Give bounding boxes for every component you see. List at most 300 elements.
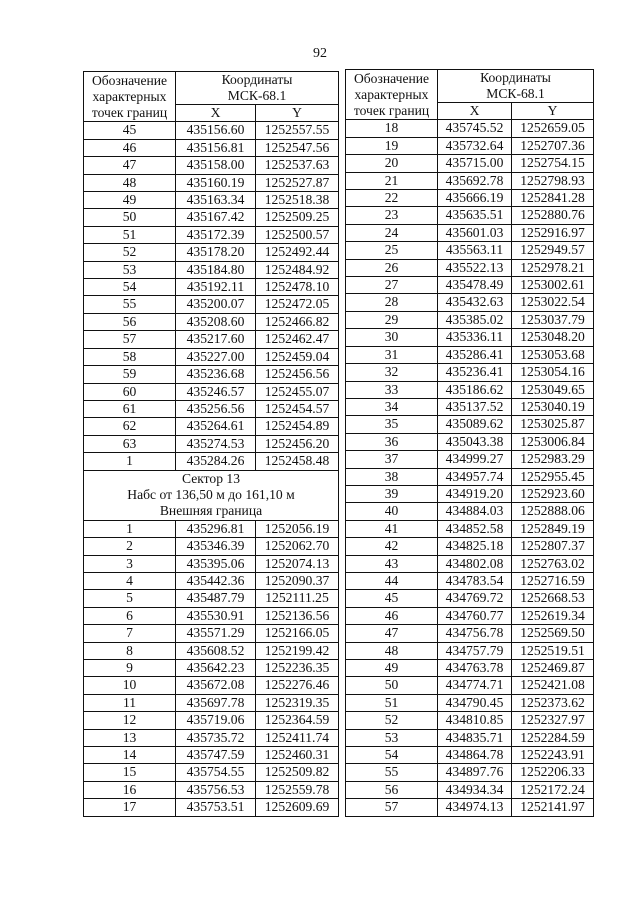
y-coordinate-cell: 1252111.25 — [256, 590, 339, 607]
point-header-line: точек границ — [353, 102, 430, 118]
point-number-cell: 63 — [84, 435, 176, 452]
x-coordinate-cell: 435756.53 — [176, 781, 256, 798]
point-number-cell: 11 — [84, 694, 176, 711]
point-number-cell: 16 — [84, 781, 176, 798]
x-coordinate-cell: 435296.81 — [176, 520, 256, 537]
y-coordinate-cell: 1252236.35 — [256, 660, 339, 677]
table-row — [84, 694, 339, 711]
point-number-cell: 22 — [346, 190, 438, 207]
point-number-cell: 39 — [346, 485, 438, 502]
table-row — [346, 642, 594, 659]
y-coordinate-cell: 1252062.70 — [256, 538, 339, 555]
y-coordinate-cell: 1252136.56 — [256, 607, 339, 624]
table-row — [84, 139, 339, 156]
x-coordinate-cell: 434864.78 — [438, 747, 512, 764]
x-coordinate-cell: 435608.52 — [176, 642, 256, 659]
x-coordinate-cell: 435735.72 — [176, 729, 256, 746]
x-coordinate-cell: 435754.55 — [176, 764, 256, 781]
y-coordinate-cell: 1252484.92 — [256, 261, 339, 278]
point-number-cell: 24 — [346, 224, 438, 241]
table-row — [84, 400, 339, 417]
table-row — [84, 729, 339, 746]
point-number-cell: 43 — [346, 555, 438, 572]
y-coordinate-cell: 1252458.48 — [256, 453, 339, 470]
x-coordinate-cell: 434999.27 — [438, 451, 512, 468]
x-coordinate-cell: 434884.03 — [438, 503, 512, 520]
x-coordinate-cell: 435192.11 — [176, 279, 256, 296]
x-coordinate-cell: 435178.20 — [176, 244, 256, 261]
x-coordinate-cell: 435753.51 — [176, 799, 256, 816]
x-coordinate-cell: 435522.13 — [438, 259, 512, 276]
point-number-cell: 51 — [84, 226, 176, 243]
point-number-cell: 45 — [346, 590, 438, 607]
table-row — [346, 747, 594, 764]
point-number-cell: 52 — [84, 244, 176, 261]
x-coordinate-cell: 435217.60 — [176, 331, 256, 348]
y-coordinate-cell: 1252056.19 — [256, 520, 339, 537]
point-number-cell: 50 — [346, 677, 438, 694]
y-coordinate-cell: 1252509.25 — [256, 209, 339, 226]
point-number-cell: 10 — [84, 677, 176, 694]
y-coordinate-cell: 1252364.59 — [256, 712, 339, 729]
table-row — [84, 122, 339, 139]
x-coordinate-cell: 434756.78 — [438, 625, 512, 642]
table-row — [346, 137, 594, 154]
point-number-cell: 1 — [84, 520, 176, 537]
y-coordinate-cell: 1252319.35 — [256, 694, 339, 711]
y-coordinate-cell: 1252609.69 — [256, 799, 339, 816]
point-number-cell: 29 — [346, 311, 438, 328]
table-row — [346, 572, 594, 589]
x-coordinate-cell: 434802.08 — [438, 555, 512, 572]
point-number-cell: 41 — [346, 520, 438, 537]
x-coordinate-cell: 435745.52 — [438, 120, 512, 137]
x-coordinate-cell: 434897.76 — [438, 764, 512, 781]
x-coordinate-cell: 435089.62 — [438, 416, 512, 433]
table-row — [346, 520, 594, 537]
y-coordinate-cell: 1252547.56 — [256, 139, 339, 156]
point-number-cell: 17 — [84, 799, 176, 816]
coordinates-header-line: МСК-68.1 — [486, 86, 545, 101]
point-number-cell: 57 — [84, 331, 176, 348]
point-number-cell: 46 — [84, 139, 176, 156]
y-coordinate-cell: 1252456.56 — [256, 366, 339, 383]
x-coordinate-cell: 435432.63 — [438, 294, 512, 311]
y-coordinate-cell: 1252472.05 — [256, 296, 339, 313]
x-coordinate-cell: 434760.77 — [438, 607, 512, 624]
point-number-cell: 35 — [346, 416, 438, 433]
y-coordinate-cell: 1252090.37 — [256, 572, 339, 589]
y-coordinate-cell: 1253006.84 — [512, 433, 594, 450]
table-row — [346, 364, 594, 381]
x-coordinate-cell: 435286.41 — [438, 346, 512, 363]
table-row — [84, 660, 339, 677]
table-row — [84, 747, 339, 764]
y-coordinate-cell: 1252466.82 — [256, 313, 339, 330]
table-row — [84, 366, 339, 383]
table-row — [84, 781, 339, 798]
x-coordinate-cell: 435719.06 — [176, 712, 256, 729]
point-number-cell: 32 — [346, 364, 438, 381]
table-row — [84, 383, 339, 400]
table-row — [346, 677, 594, 694]
x-coordinate-cell: 435336.11 — [438, 329, 512, 346]
x-header: X — [176, 105, 256, 122]
x-coordinate-cell: 435692.78 — [438, 172, 512, 189]
y-coordinate-cell: 1252421.08 — [512, 677, 594, 694]
y-coordinate-cell: 1253002.61 — [512, 277, 594, 294]
point-number-cell: 48 — [84, 174, 176, 191]
point-number-cell: 49 — [84, 192, 176, 209]
sector-title: Сектор 13 — [84, 470, 339, 487]
table-row — [346, 207, 594, 224]
x-coordinate-cell: 435167.42 — [176, 209, 256, 226]
table-row — [84, 279, 339, 296]
point-number-cell: 15 — [84, 764, 176, 781]
point-number-cell: 55 — [346, 764, 438, 781]
x-coordinate-cell: 435601.03 — [438, 224, 512, 241]
x-coordinate-cell: 435635.51 — [438, 207, 512, 224]
table-row — [84, 244, 339, 261]
point-number-cell: 45 — [84, 122, 176, 139]
sector-block — [84, 470, 339, 520]
x-coordinate-cell: 435346.39 — [176, 538, 256, 555]
x-coordinate-cell: 434769.72 — [438, 590, 512, 607]
point-number-cell: 3 — [84, 555, 176, 572]
point-header-line: характерных — [92, 88, 167, 104]
y-coordinate-cell: 1252284.59 — [512, 729, 594, 746]
coordinates-header-line: Координаты — [480, 70, 551, 85]
y-coordinate-cell: 1252469.87 — [512, 660, 594, 677]
table-row — [346, 451, 594, 468]
x-coordinate-cell: 435395.06 — [176, 555, 256, 572]
table-row — [84, 331, 339, 348]
x-coordinate-cell: 434774.71 — [438, 677, 512, 694]
page-number: 92 — [313, 46, 327, 61]
y-coordinate-cell: 1252798.93 — [512, 172, 594, 189]
y-coordinate-cell: 1252327.97 — [512, 712, 594, 729]
point-number-cell: 55 — [84, 296, 176, 313]
table-row — [84, 520, 339, 537]
table-row — [84, 677, 339, 694]
point-number-cell: 34 — [346, 398, 438, 415]
x-coordinate-cell: 435137.52 — [438, 398, 512, 415]
y-coordinate-cell: 1252478.10 — [256, 279, 339, 296]
y-coordinate-cell: 1252199.42 — [256, 642, 339, 659]
point-number-cell: 47 — [84, 157, 176, 174]
y-coordinate-cell: 1252454.89 — [256, 418, 339, 435]
table-row — [346, 625, 594, 642]
point-number-cell: 56 — [84, 313, 176, 330]
table-row — [84, 453, 339, 470]
table-row — [346, 398, 594, 415]
point-number-cell: 48 — [346, 642, 438, 659]
point-header-line: Обозначение — [353, 70, 430, 86]
table-row — [346, 607, 594, 624]
x-coordinate-cell: 435530.91 — [176, 607, 256, 624]
y-coordinate-cell: 1252849.19 — [512, 520, 594, 537]
y-coordinate-cell: 1252459.04 — [256, 348, 339, 365]
y-coordinate-cell: 1253049.65 — [512, 381, 594, 398]
point-number-cell: 62 — [84, 418, 176, 435]
x-coordinate-cell: 435442.36 — [176, 572, 256, 589]
y-coordinate-cell: 1252276.46 — [256, 677, 339, 694]
point-number-cell: 5 — [84, 590, 176, 607]
point-number-cell: 4 — [84, 572, 176, 589]
point-number-cell: 59 — [84, 366, 176, 383]
y-coordinate-cell: 1252668.53 — [512, 590, 594, 607]
table-row — [346, 224, 594, 241]
y-coordinate-cell: 1252455.07 — [256, 383, 339, 400]
table-row — [84, 296, 339, 313]
x-coordinate-cell: 434934.34 — [438, 781, 512, 798]
y-coordinate-cell: 1252659.05 — [512, 120, 594, 137]
table-row — [346, 538, 594, 555]
y-coordinate-cell: 1252206.33 — [512, 764, 594, 781]
point-number-cell: 44 — [346, 572, 438, 589]
x-coordinate-cell: 434974.13 — [438, 799, 512, 816]
table-row — [346, 120, 594, 137]
point-number-cell: 13 — [84, 729, 176, 746]
y-coordinate-cell: 1253053.68 — [512, 346, 594, 363]
y-coordinate-cell: 1252537.63 — [256, 157, 339, 174]
table-row — [346, 381, 594, 398]
x-coordinate-cell: 435747.59 — [176, 747, 256, 764]
x-coordinate-cell: 435256.56 — [176, 400, 256, 417]
point-number-cell: 2 — [84, 538, 176, 555]
x-coordinate-cell: 434783.54 — [438, 572, 512, 589]
x-coordinate-cell: 435163.34 — [176, 192, 256, 209]
point-number-cell: 54 — [346, 747, 438, 764]
x-coordinate-cell: 434957.74 — [438, 468, 512, 485]
x-coordinate-cell: 434919.20 — [438, 485, 512, 502]
point-number-cell: 53 — [346, 729, 438, 746]
y-coordinate-cell: 1252243.91 — [512, 747, 594, 764]
y-coordinate-cell: 1252888.06 — [512, 503, 594, 520]
x-coordinate-cell: 434810.85 — [438, 712, 512, 729]
table-row — [346, 416, 594, 433]
point-number-cell: 60 — [84, 383, 176, 400]
x-coordinate-cell: 435571.29 — [176, 625, 256, 642]
x-coordinate-cell: 435697.78 — [176, 694, 256, 711]
x-coordinate-cell: 435385.02 — [438, 311, 512, 328]
y-header: Y — [256, 105, 339, 122]
sector-subtitle: Набс от 136,50 м до 161,10 м — [84, 487, 339, 503]
y-coordinate-cell: 1252763.02 — [512, 555, 594, 572]
x-coordinate-cell: 435274.53 — [176, 435, 256, 452]
x-coordinate-cell: 435236.41 — [438, 364, 512, 381]
right-rows — [346, 120, 594, 816]
point-number-cell: 27 — [346, 277, 438, 294]
table-row — [84, 313, 339, 330]
table-row — [346, 468, 594, 485]
point-number-cell: 58 — [84, 348, 176, 365]
x-coordinate-cell: 435563.11 — [438, 242, 512, 259]
point-header — [84, 72, 176, 122]
y-coordinate-cell: 1252518.38 — [256, 192, 339, 209]
point-number-cell: 8 — [84, 642, 176, 659]
table-row — [346, 712, 594, 729]
y-coordinate-cell: 1252983.29 — [512, 451, 594, 468]
table-row — [84, 572, 339, 589]
table-row — [84, 764, 339, 781]
point-number-cell: 18 — [346, 120, 438, 137]
y-coordinate-cell: 1252411.74 — [256, 729, 339, 746]
point-number-cell: 20 — [346, 155, 438, 172]
table-row — [84, 348, 339, 365]
y-coordinate-cell: 1253037.79 — [512, 311, 594, 328]
x-coordinate-cell: 435158.00 — [176, 157, 256, 174]
point-number-cell: 28 — [346, 294, 438, 311]
point-header-line: точек границ — [91, 104, 168, 120]
y-coordinate-cell: 1252880.76 — [512, 207, 594, 224]
table-row — [346, 694, 594, 711]
y-coordinate-cell: 1252373.62 — [512, 694, 594, 711]
table-row — [84, 261, 339, 278]
table-row — [346, 329, 594, 346]
y-coordinate-cell: 1252841.28 — [512, 190, 594, 207]
table-row — [346, 190, 594, 207]
x-coordinate-cell: 435264.61 — [176, 418, 256, 435]
y-coordinate-cell: 1252074.13 — [256, 555, 339, 572]
y-coordinate-cell: 1252949.57 — [512, 242, 594, 259]
y-coordinate-cell: 1252527.87 — [256, 174, 339, 191]
point-number-cell: 38 — [346, 468, 438, 485]
y-coordinate-cell: 1253054.16 — [512, 364, 594, 381]
table-row — [84, 625, 339, 642]
x-coordinate-cell: 434763.78 — [438, 660, 512, 677]
y-coordinate-cell: 1252500.57 — [256, 226, 339, 243]
y-coordinate-cell: 1252923.60 — [512, 485, 594, 502]
point-number-cell: 47 — [346, 625, 438, 642]
point-number-cell: 26 — [346, 259, 438, 276]
x-coordinate-cell: 435732.64 — [438, 137, 512, 154]
x-coordinate-cell: 435172.39 — [176, 226, 256, 243]
table-row — [346, 660, 594, 677]
x-coordinate-cell: 435208.60 — [176, 313, 256, 330]
table-row — [84, 209, 339, 226]
x-coordinate-cell: 435043.38 — [438, 433, 512, 450]
point-header-line: Обозначение — [91, 72, 168, 88]
point-number-cell: 23 — [346, 207, 438, 224]
point-number-cell: 12 — [84, 712, 176, 729]
point-number-cell: 25 — [346, 242, 438, 259]
table-row — [346, 433, 594, 450]
x-coordinate-cell: 435715.00 — [438, 155, 512, 172]
y-coordinate-cell: 1253025.87 — [512, 416, 594, 433]
point-number-cell: 49 — [346, 660, 438, 677]
point-number-cell: 51 — [346, 694, 438, 711]
table-row — [346, 172, 594, 189]
y-coordinate-cell: 1252619.34 — [512, 607, 594, 624]
y-coordinate-cell: 1252456.20 — [256, 435, 339, 452]
table-row — [84, 192, 339, 209]
point-number-cell: 50 — [84, 209, 176, 226]
coordinates-header — [176, 72, 339, 105]
y-coordinate-cell: 1252559.78 — [256, 781, 339, 798]
point-number-cell: 40 — [346, 503, 438, 520]
point-header — [346, 70, 438, 120]
table-row — [84, 712, 339, 729]
x-coordinate-cell: 435672.08 — [176, 677, 256, 694]
table-row — [84, 538, 339, 555]
table-row — [346, 311, 594, 328]
point-number-cell: 36 — [346, 433, 438, 450]
x-coordinate-cell: 435184.80 — [176, 261, 256, 278]
x-coordinate-cell: 435284.26 — [176, 453, 256, 470]
table-row — [346, 346, 594, 363]
table-row — [346, 503, 594, 520]
point-number-cell: 52 — [346, 712, 438, 729]
x-coordinate-cell: 435666.19 — [438, 190, 512, 207]
x-coordinate-cell: 435236.68 — [176, 366, 256, 383]
point-number-cell: 6 — [84, 607, 176, 624]
x-coordinate-cell: 435156.60 — [176, 122, 256, 139]
y-coordinate-cell: 1252462.47 — [256, 331, 339, 348]
y-coordinate-cell: 1253022.54 — [512, 294, 594, 311]
x-coordinate-cell: 435160.19 — [176, 174, 256, 191]
point-number-cell: 53 — [84, 261, 176, 278]
table-row — [346, 590, 594, 607]
y-coordinate-cell: 1252557.55 — [256, 122, 339, 139]
point-number-cell: 33 — [346, 381, 438, 398]
y-coordinate-cell: 1252707.36 — [512, 137, 594, 154]
table-row — [84, 174, 339, 191]
x-header: X — [438, 103, 512, 120]
table-row — [346, 485, 594, 502]
y-coordinate-cell: 1252716.59 — [512, 572, 594, 589]
point-number-cell: 14 — [84, 747, 176, 764]
y-coordinate-cell: 1252519.51 — [512, 642, 594, 659]
table-row — [84, 418, 339, 435]
table-row — [346, 294, 594, 311]
point-number-cell: 46 — [346, 607, 438, 624]
x-coordinate-cell: 435642.23 — [176, 660, 256, 677]
y-coordinate-cell: 1253040.19 — [512, 398, 594, 415]
table-row — [346, 799, 594, 816]
coordinates-header — [438, 70, 594, 103]
x-coordinate-cell: 434825.18 — [438, 538, 512, 555]
x-coordinate-cell: 435200.07 — [176, 296, 256, 313]
left-rows-b — [84, 520, 339, 816]
x-coordinate-cell: 434835.71 — [438, 729, 512, 746]
x-coordinate-cell: 434757.79 — [438, 642, 512, 659]
point-number-cell: 21 — [346, 172, 438, 189]
coordinates-header-line: МСК-68.1 — [227, 88, 287, 103]
point-number-cell: 9 — [84, 660, 176, 677]
y-coordinate-cell: 1252454.57 — [256, 400, 339, 417]
y-coordinate-cell: 1252172.24 — [512, 781, 594, 798]
table-row — [346, 259, 594, 276]
y-coordinate-cell: 1252492.44 — [256, 244, 339, 261]
table-row — [84, 799, 339, 816]
right-coordinates-table — [345, 69, 594, 817]
table-row — [346, 242, 594, 259]
point-number-cell: 61 — [84, 400, 176, 417]
table-row — [84, 590, 339, 607]
point-number-cell: 37 — [346, 451, 438, 468]
table-row — [84, 157, 339, 174]
table-row — [346, 555, 594, 572]
table-row — [346, 277, 594, 294]
y-coordinate-cell: 1253048.20 — [512, 329, 594, 346]
boundary-label: Внешняя граница — [84, 503, 339, 520]
y-coordinate-cell: 1252509.82 — [256, 764, 339, 781]
table-row — [84, 642, 339, 659]
table-row — [84, 226, 339, 243]
table-row — [84, 607, 339, 624]
point-number-cell: 42 — [346, 538, 438, 555]
